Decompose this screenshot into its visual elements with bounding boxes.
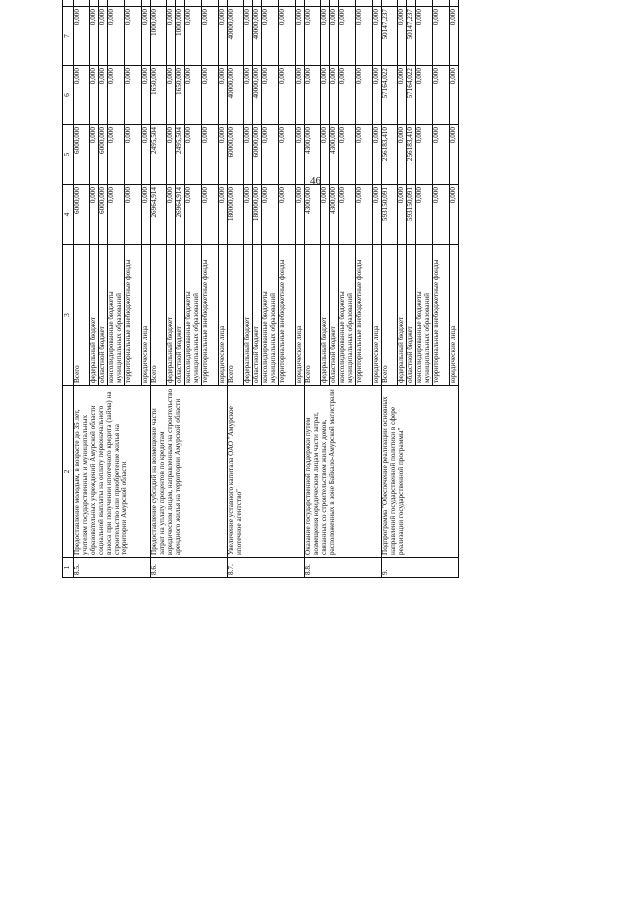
- amount-cell: 0,000: [321, 7, 330, 66]
- table-row: [382, 0, 398, 578]
- amount-cell: 1650,000: [176, 66, 185, 125]
- amount-cell: 0,000: [108, 125, 125, 185]
- amount-cell: 0,000: [398, 66, 407, 125]
- amount-cell: 0,000: [339, 125, 356, 185]
- amount-cell: [125, 0, 142, 7]
- amount-cell: 0,000: [356, 185, 373, 245]
- amount-cell: 0,000: [339, 185, 356, 245]
- amount-cell: [450, 0, 459, 7]
- amount-cell: [151, 0, 167, 7]
- table-row: [74, 0, 90, 578]
- funding-source: Всего: [228, 245, 244, 386]
- amount-cell: 0,000: [305, 66, 321, 125]
- funding-source: Всего: [382, 245, 398, 386]
- funding-source: юридические лица: [296, 245, 305, 386]
- amount-cell: 0,000: [185, 125, 202, 185]
- amount-cell: 0,000: [356, 66, 373, 125]
- section-number: 8.7.: [228, 558, 305, 578]
- amount-cell: 0,000: [125, 125, 142, 185]
- amount-cell: 0,000: [450, 66, 459, 125]
- amount-cell: 0,000: [450, 125, 459, 185]
- amount-cell: 60000,000: [228, 125, 244, 185]
- section-title: Подпрограмма "Обеспечение реализации основных направлений государственной политики в сфере реализации государственной программы": [382, 386, 459, 558]
- funding-source: федеральный бюджет: [90, 245, 99, 386]
- amount-cell: 0,000: [262, 125, 279, 185]
- funding-source: федеральный бюджет: [244, 245, 253, 386]
- table-row: [151, 0, 167, 578]
- amount-cell: 50147,237: [382, 7, 398, 66]
- funding-source: областной бюджет: [330, 245, 339, 386]
- amount-cell: 26964,914: [151, 185, 167, 245]
- amount-cell: [356, 0, 373, 7]
- table-body: [74, 0, 459, 578]
- funding-source: консолидированные бюджеты муниципальных образований: [185, 245, 202, 386]
- amount-cell: 180000,000: [253, 185, 262, 245]
- amount-cell: 0,000: [398, 125, 407, 185]
- amount-cell: 0,000: [296, 125, 305, 185]
- amount-cell: 593150,091: [407, 185, 416, 245]
- funding-source: консолидированные бюджеты муниципальных образований: [339, 245, 356, 386]
- amount-cell: 0,000: [356, 7, 373, 66]
- amount-cell: 0,000: [373, 7, 382, 66]
- section-title: Увеличение уставного капитала ОАО "Амурское ипотечное агентство": [228, 386, 305, 558]
- amount-cell: 0,000: [330, 66, 339, 125]
- amount-cell: 6000,000: [99, 125, 108, 185]
- amount-cell: 0,000: [99, 66, 108, 125]
- amount-cell: 0,000: [262, 66, 279, 125]
- amount-cell: [407, 0, 416, 7]
- funding-source: юридические лица: [142, 245, 151, 386]
- amount-cell: 0,000: [398, 185, 407, 245]
- amount-cell: 0,000: [142, 185, 151, 245]
- funding-source: территориальные внебюджетные фонды: [279, 245, 296, 386]
- amount-cell: [279, 0, 296, 7]
- amount-cell: 0,000: [296, 7, 305, 66]
- amount-cell: 0,000: [339, 7, 356, 66]
- amount-cell: 0,000: [219, 185, 228, 245]
- table-row: [228, 0, 244, 578]
- amount-cell: 0,000: [108, 7, 125, 66]
- rotated-page: [62, 0, 572, 578]
- amount-cell: [228, 0, 244, 7]
- amount-cell: 0,000: [125, 7, 142, 66]
- column-header: [63, 0, 74, 7]
- amount-cell: 0,000: [244, 7, 253, 66]
- amount-cell: 0,000: [450, 185, 459, 245]
- amount-cell: [74, 0, 90, 7]
- amount-cell: 0,000: [244, 185, 253, 245]
- amount-cell: 0,000: [305, 7, 321, 66]
- section-number: 8.6.: [151, 558, 228, 578]
- column-header: 2: [63, 386, 74, 558]
- amount-cell: 4300,000: [330, 185, 339, 245]
- amount-cell: 0,000: [356, 125, 373, 185]
- amount-cell: 0,000: [90, 66, 99, 125]
- amount-cell: 0,000: [398, 7, 407, 66]
- amount-cell: [321, 0, 330, 7]
- amount-cell: 0,000: [108, 185, 125, 245]
- amount-cell: 0,000: [373, 185, 382, 245]
- page-number: 46: [310, 175, 321, 187]
- amount-cell: 180000,000: [228, 185, 244, 245]
- amount-cell: [296, 0, 305, 7]
- column-header: 3: [63, 245, 74, 386]
- funding-source: федеральный бюджет: [321, 245, 330, 386]
- amount-cell: 0,000: [330, 7, 339, 66]
- amount-cell: 50147,237: [407, 7, 416, 66]
- section-title: Предоставление молодым, в возрасте до 35 лет, учителям государственных и муниципальных образовательных учреждений Амурской области социальной выплаты на оплату первоначального взноса при получении ипотечного кредита (займа) на строительство или приобретение жилья на территории Амурской области: [74, 386, 151, 558]
- amount-cell: 0,000: [99, 7, 108, 66]
- section-title: Предоставление субсидий на возмещение части затрат на уплату процентов по кредитам юридическим лицам, направленным на строительство арендного жилья на территории Амурской области: [151, 386, 228, 558]
- amount-cell: [373, 0, 382, 7]
- amount-cell: 0,000: [167, 125, 176, 185]
- column-header: 7: [63, 7, 74, 66]
- amount-cell: 0,000: [321, 185, 330, 245]
- funding-source: территориальные внебюджетные фонды: [356, 245, 373, 386]
- funding-source: Всего: [305, 245, 321, 386]
- funding-source: областной бюджет: [407, 245, 416, 386]
- amount-cell: [262, 0, 279, 7]
- amount-cell: 0,000: [90, 7, 99, 66]
- section-title: Оказание государственной поддержки путем возмещения юридическим лицам части затрат, связанных со строительством жилых домов, расположенных в зоне Байкало-Амурской магистрали: [305, 386, 382, 558]
- amount-cell: 0,000: [262, 7, 279, 66]
- amount-cell: 593150,091: [382, 185, 398, 245]
- amount-cell: 0,000: [185, 185, 202, 245]
- amount-cell: 60000,000: [253, 125, 262, 185]
- amount-cell: [202, 0, 219, 7]
- funding-source: федеральный бюджет: [398, 245, 407, 386]
- amount-cell: 4300,000: [305, 185, 321, 245]
- amount-cell: [416, 0, 433, 7]
- funding-source: федеральный бюджет: [167, 245, 176, 386]
- amount-cell: [176, 0, 185, 7]
- amount-cell: 0,000: [219, 125, 228, 185]
- amount-cell: 0,000: [373, 125, 382, 185]
- amount-cell: 6000,000: [74, 185, 90, 245]
- amount-cell: 0,000: [433, 66, 450, 125]
- amount-cell: 0,000: [185, 66, 202, 125]
- funding-source: Всего: [151, 245, 167, 386]
- amount-cell: [305, 0, 321, 7]
- amount-cell: 0,000: [279, 125, 296, 185]
- amount-cell: 40000,000: [228, 66, 244, 125]
- amount-cell: 0,000: [74, 66, 90, 125]
- amount-cell: 1000,000: [151, 7, 167, 66]
- amount-cell: 0,000: [416, 66, 433, 125]
- amount-cell: 0,000: [433, 125, 450, 185]
- amount-cell: 6000,000: [99, 185, 108, 245]
- amount-cell: 0,000: [125, 66, 142, 125]
- amount-cell: 57164,022: [382, 66, 398, 125]
- funding-source: областной бюджет: [176, 245, 185, 386]
- amount-cell: 0,000: [321, 66, 330, 125]
- amount-cell: 0,000: [142, 125, 151, 185]
- amount-cell: 0,000: [167, 185, 176, 245]
- amount-cell: [253, 0, 262, 7]
- amount-cell: [142, 0, 151, 7]
- section-number: 8.8.: [305, 558, 382, 578]
- column-header: 6: [63, 66, 74, 125]
- amount-cell: 0,000: [202, 7, 219, 66]
- amount-cell: 0,000: [90, 185, 99, 245]
- funding-source: юридические лица: [219, 245, 228, 386]
- amount-cell: 0,000: [167, 66, 176, 125]
- funding-source: территориальные внебюджетные фонды: [125, 245, 142, 386]
- amount-cell: [108, 0, 125, 7]
- column-header: 1: [63, 558, 74, 578]
- amount-cell: 40000,000: [253, 66, 262, 125]
- funding-source: юридические лица: [450, 245, 459, 386]
- amount-cell: 0,000: [202, 185, 219, 245]
- amount-cell: 4300,000: [330, 125, 339, 185]
- amount-cell: 26964,914: [176, 185, 185, 245]
- amount-cell: 0,000: [142, 7, 151, 66]
- amount-cell: [330, 0, 339, 7]
- table-row: [305, 0, 321, 578]
- amount-cell: [167, 0, 176, 7]
- amount-cell: 0,000: [244, 125, 253, 185]
- funding-source: юридические лица: [373, 245, 382, 386]
- funding-source: областной бюджет: [99, 245, 108, 386]
- amount-cell: [219, 0, 228, 7]
- amount-cell: 4300,000: [305, 125, 321, 185]
- table-viewport: [62, 9, 572, 880]
- amount-cell: 2495,504: [176, 125, 185, 185]
- amount-cell: 0,000: [296, 66, 305, 125]
- amount-cell: 0,000: [167, 7, 176, 66]
- section-number: 8.5.: [74, 558, 151, 578]
- header-row: [63, 0, 74, 578]
- amount-cell: 256183,410: [407, 125, 416, 185]
- funding-source: консолидированные бюджеты муниципальных образований: [416, 245, 433, 386]
- amount-cell: 0,000: [416, 125, 433, 185]
- amount-cell: 1650,000: [151, 66, 167, 125]
- amount-cell: 0,000: [125, 185, 142, 245]
- amount-cell: 1000,000: [176, 7, 185, 66]
- amount-cell: 0,000: [373, 66, 382, 125]
- funding-source: консолидированные бюджеты муниципальных образований: [262, 245, 279, 386]
- column-header: 4: [63, 185, 74, 245]
- funding-source: территориальные внебюджетные фонды: [433, 245, 450, 386]
- amount-cell: 0,000: [244, 66, 253, 125]
- amount-cell: 0,000: [433, 185, 450, 245]
- amount-cell: 0,000: [416, 7, 433, 66]
- amount-cell: 0,000: [416, 185, 433, 245]
- amount-cell: 0,000: [219, 66, 228, 125]
- amount-cell: 0,000: [202, 125, 219, 185]
- amount-cell: 0,000: [202, 66, 219, 125]
- amount-cell: 0,000: [321, 125, 330, 185]
- amount-cell: 0,000: [433, 7, 450, 66]
- section-number: 9.: [382, 558, 459, 578]
- amount-cell: 40000,000: [228, 7, 244, 66]
- funding-source: консолидированные бюджеты муниципальных образований: [108, 245, 125, 386]
- budget-table: [62, 0, 459, 578]
- amount-cell: 0,000: [279, 66, 296, 125]
- amount-cell: 0,000: [262, 185, 279, 245]
- amount-cell: [90, 0, 99, 7]
- amount-cell: 57164,022: [407, 66, 416, 125]
- amount-cell: [244, 0, 253, 7]
- column-header: 5: [63, 125, 74, 185]
- amount-cell: [185, 0, 202, 7]
- amount-cell: [398, 0, 407, 7]
- amount-cell: 0,000: [90, 125, 99, 185]
- amount-cell: 0,000: [74, 7, 90, 66]
- amount-cell: 2495,504: [151, 125, 167, 185]
- amount-cell: 0,000: [450, 7, 459, 66]
- amount-cell: 0,000: [279, 185, 296, 245]
- amount-cell: [339, 0, 356, 7]
- amount-cell: 0,000: [219, 7, 228, 66]
- funding-source: территориальные внебюджетные фонды: [202, 245, 219, 386]
- amount-cell: 6000,000: [74, 125, 90, 185]
- funding-source: Всего: [74, 245, 90, 386]
- amount-cell: 0,000: [185, 7, 202, 66]
- amount-cell: 0,000: [279, 7, 296, 66]
- amount-cell: 0,000: [339, 66, 356, 125]
- amount-cell: 0,000: [142, 66, 151, 125]
- amount-cell: 256183,410: [382, 125, 398, 185]
- amount-cell: [382, 0, 398, 7]
- amount-cell: [99, 0, 108, 7]
- funding-source: областной бюджет: [253, 245, 262, 386]
- amount-cell: 40000,000: [253, 7, 262, 66]
- amount-cell: 0,000: [296, 185, 305, 245]
- amount-cell: [433, 0, 450, 7]
- amount-cell: 0,000: [108, 66, 125, 125]
